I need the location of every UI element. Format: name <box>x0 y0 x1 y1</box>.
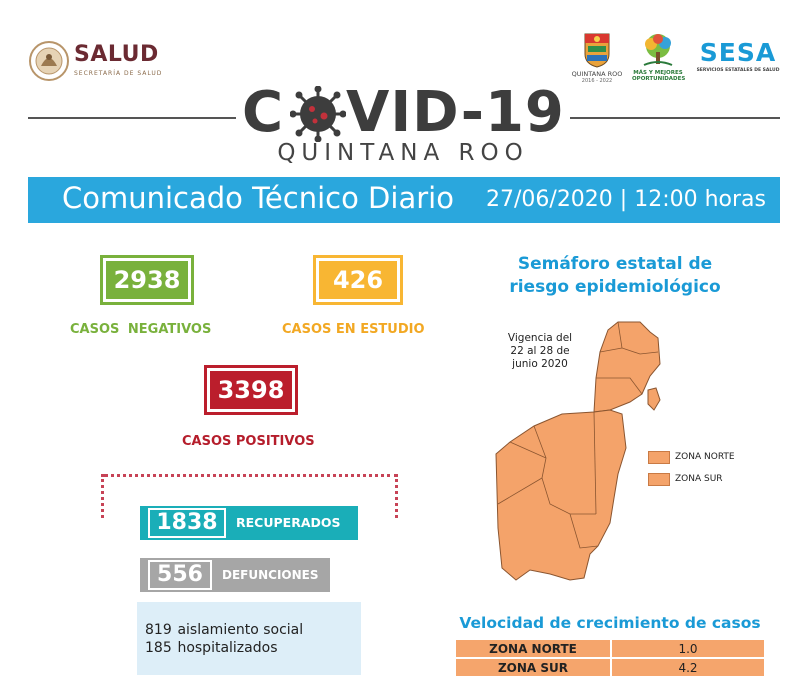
quintana-roo-years: 2016 - 2022 <box>581 78 613 84</box>
table-row <box>456 640 764 657</box>
quintana-roo-name: QUINTANA ROO <box>571 70 623 78</box>
legend-swatch-sur <box>648 473 670 486</box>
isolation-value: 819 <box>145 622 172 638</box>
velocity-value-sur: 4.2 <box>612 659 764 676</box>
recovered-value: 1838 <box>148 508 226 538</box>
positive-cases-value: 3398 <box>207 368 295 412</box>
hospitalized-value: 185 <box>145 640 172 656</box>
deaths-label: DEFUNCIONES <box>222 568 319 582</box>
legend-label-sur: ZONA SUR <box>675 474 723 484</box>
deaths-value: 556 <box>148 560 212 590</box>
map-zona-sur <box>496 410 626 580</box>
velocity-table <box>456 638 764 678</box>
negative-cases-value: 2938 <box>103 258 191 302</box>
mexico-seal-icon <box>28 40 70 82</box>
mas-line2: OPORTUNIDADES <box>632 76 686 82</box>
active-hospital-row <box>145 640 277 656</box>
salud-name: SALUD <box>74 42 159 67</box>
vigencia-line1: Vigencia del <box>507 332 573 344</box>
banner-title: Comunicado Técnico Diario <box>62 181 454 215</box>
legend-label-norte: ZONA NORTE <box>675 452 735 462</box>
legend-swatch-norte <box>648 451 670 464</box>
negative-cases-label: CASOS NEGATIVOS <box>70 322 212 337</box>
sesa-name: SESA <box>699 38 777 67</box>
dotted-connector-right <box>395 474 398 518</box>
velocity-title: Velocidad de crecimiento de casos <box>459 614 761 632</box>
semaforo-title <box>470 253 760 299</box>
state-shield-icon <box>583 32 611 68</box>
report-banner <box>28 177 780 223</box>
salud-logo <box>28 40 178 86</box>
title-text-rest: VID-19 <box>346 80 565 145</box>
mas-oportunidades-logo <box>632 32 686 86</box>
active-isolation-row <box>145 622 303 638</box>
sesa-subtitle: SERVICIOS ESTATALES DE SALUD <box>696 68 780 73</box>
positive-cases-label: CASOS POSITIVOS <box>182 434 315 449</box>
recovered-bar <box>140 506 358 540</box>
hospitalized-label: hospitalizados <box>177 640 278 656</box>
velocity-zone-norte: ZONA NORTE <box>456 640 612 657</box>
vigencia-text <box>500 332 580 371</box>
title-divider-right <box>570 117 780 119</box>
cases-under-study-value: 426 <box>316 258 400 302</box>
active-cases-box <box>137 602 361 675</box>
deaths-bar <box>140 558 330 592</box>
velocity-value-norte: 1.0 <box>612 640 764 657</box>
semaforo-title-line2: riesgo epidemiológico <box>509 277 721 297</box>
banner-date: 27/06/2020 | 12:00 horas <box>486 187 766 212</box>
isolation-label: aislamiento social <box>177 622 304 638</box>
coronavirus-icon <box>290 86 346 142</box>
recovered-label: RECUPERADOS <box>236 515 341 530</box>
title-subtitle: QUINTANA ROO <box>277 140 529 166</box>
semaforo-title-line1: Semáforo estatal de <box>517 254 713 274</box>
map-cozumel <box>648 388 660 410</box>
vigencia-line2: 22 al 28 de <box>510 345 570 357</box>
velocity-zone-sur: ZONA SUR <box>456 659 612 676</box>
mas-text <box>632 70 684 82</box>
cases-under-study-label: CASOS EN ESTUDIO <box>282 322 425 337</box>
tree-icon <box>640 32 676 68</box>
salud-subtitle: SECRETARÍA DE SALUD <box>74 70 163 77</box>
dotted-connector <box>104 474 398 477</box>
title-letter-c: C <box>242 80 285 145</box>
title-divider-left <box>28 117 236 119</box>
sesa-logo <box>692 38 784 78</box>
quintana-roo-logo <box>565 30 629 86</box>
vigencia-line3: junio 2020 <box>512 358 568 370</box>
dotted-connector-left <box>101 474 104 518</box>
table-row <box>456 659 764 676</box>
mas-line1: MÁS Y MEJORES <box>633 70 683 76</box>
